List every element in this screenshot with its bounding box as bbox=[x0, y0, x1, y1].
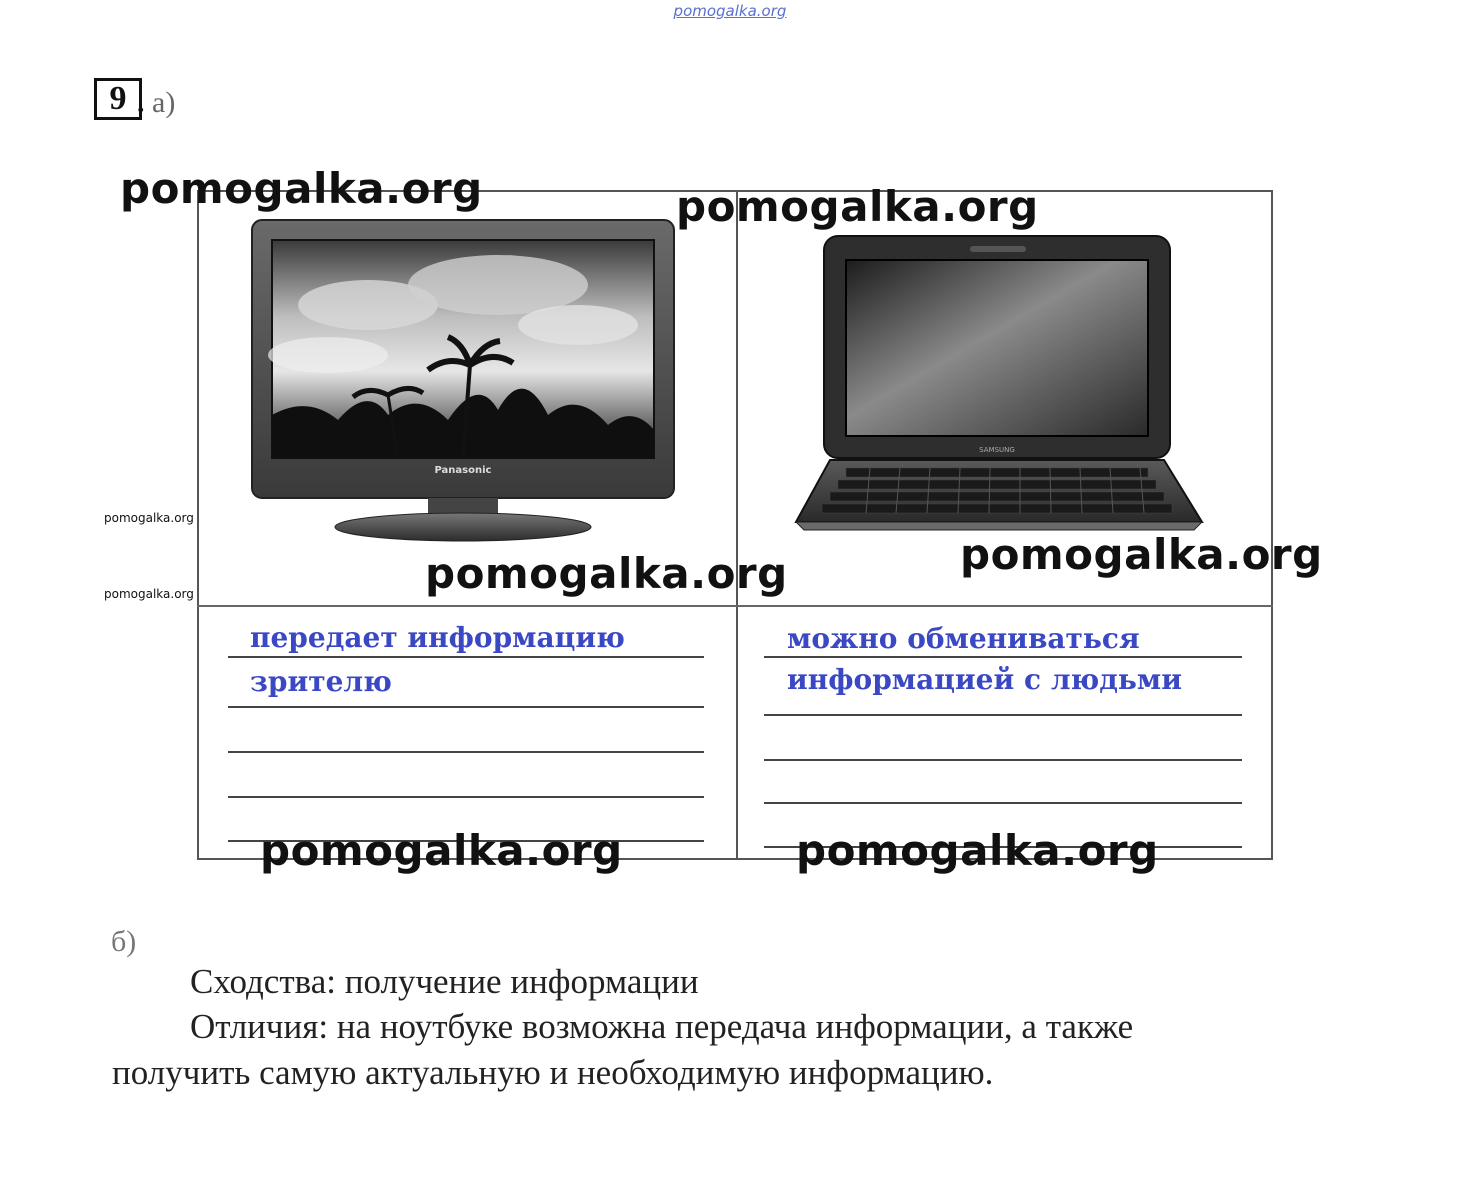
tv-brand-label: Panasonic bbox=[434, 465, 492, 476]
write-line bbox=[764, 759, 1242, 761]
watermark: pomogalka.org bbox=[960, 530, 1323, 579]
differences-text-line-1: Отличия: на ноутбуке возможна передача информации, а также bbox=[190, 1007, 1134, 1046]
table-horizontal-divider bbox=[197, 605, 1273, 607]
part-a-label: а) bbox=[152, 86, 176, 119]
header-watermark: pomogalka.org bbox=[673, 2, 787, 20]
tv-answer-line-2: зрителю bbox=[250, 665, 392, 698]
task-number-dot: . bbox=[137, 86, 145, 119]
watermark-small: pomogalka.org bbox=[104, 511, 194, 525]
laptop-answer-line-2: информацией с людьми bbox=[787, 663, 1183, 696]
differences-text-line-2: получить самую актуальную и необходимую информацию. bbox=[112, 1053, 994, 1092]
laptop-brand-label: SAMSUNG bbox=[979, 446, 1015, 454]
write-line bbox=[228, 796, 704, 798]
watermark: pomogalka.org bbox=[676, 182, 1039, 231]
tv-image bbox=[248, 215, 678, 545]
watermark: pomogalka.org bbox=[260, 826, 623, 875]
watermark: pomogalka.org bbox=[120, 164, 483, 213]
watermark: pomogalka.org bbox=[796, 826, 1159, 875]
write-line bbox=[228, 751, 704, 753]
write-line bbox=[764, 714, 1242, 716]
watermark-small: pomogalka.org bbox=[104, 587, 194, 601]
write-line bbox=[228, 706, 704, 708]
write-line bbox=[764, 802, 1242, 804]
tv-answer-line-1: передает информацию bbox=[250, 621, 625, 654]
laptop-image bbox=[790, 232, 1210, 537]
table-vertical-divider bbox=[736, 190, 738, 860]
laptop-answer-line-1: можно обмениваться bbox=[787, 622, 1140, 655]
watermark: pomogalka.org bbox=[425, 549, 788, 598]
similarities-text: Сходства: получение информации bbox=[190, 962, 699, 1001]
part-b-label: б) bbox=[111, 925, 137, 958]
task-number-box: 9 bbox=[94, 78, 142, 120]
